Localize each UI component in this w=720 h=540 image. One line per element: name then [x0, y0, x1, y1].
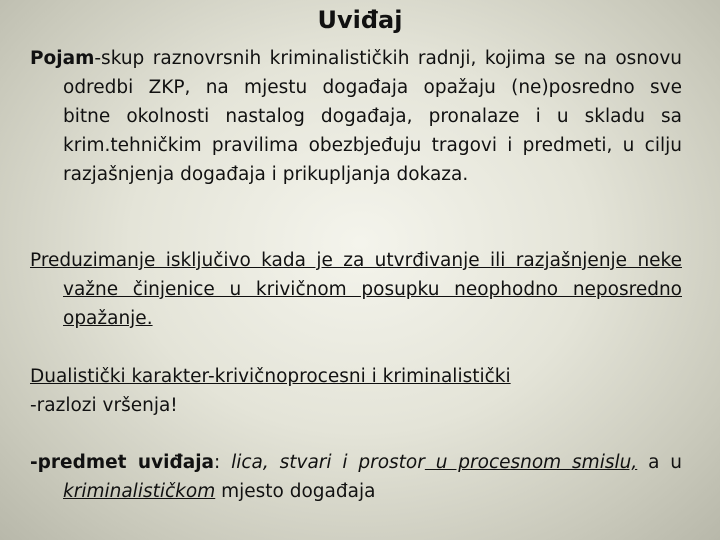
- subject-line-1: [30, 448, 682, 477]
- conditions-line-3: opažanje.: [63, 308, 153, 329]
- definition-paragraph: [30, 44, 682, 189]
- slide-title: Uviđaj: [317, 6, 403, 34]
- definition-line-5: razjašnjenja događaja i prikupljanja dokaza.: [63, 164, 469, 185]
- dualistic-line-2: -razlozi vršenja!: [30, 395, 178, 416]
- conditions-line-2: važne činjenice u krivičnom posupku neophodno neposredno: [63, 279, 682, 300]
- definition-line-2: odredbi ZKP, na mjestu događaja opažaju (ne)posredno sve: [63, 77, 682, 98]
- definition-term: Pojam: [30, 48, 95, 69]
- conditions-paragraph: [30, 246, 682, 333]
- subject-procedural-sense: u procesnom smislu,: [424, 452, 638, 473]
- subject-term: -predmet uviđaja: [30, 452, 215, 473]
- subject-line-2-text: mjesto događaja: [215, 481, 376, 502]
- dualistic-line-1: Dualistički karakter-krivičnoprocesni i kriminalistički: [30, 366, 511, 387]
- subject-line-1-end: a u: [637, 452, 682, 473]
- definition-line-3: bitne okolnosti nastalog događaja, pronalaze i u skladu sa: [63, 106, 682, 127]
- subject-criminalistic: kriminalističkom: [63, 481, 216, 502]
- subject-line-2: [30, 477, 682, 506]
- definition-line-1-text: -skup raznovrsnih kriminalističkih radnji, kojima se na osnovu: [94, 48, 682, 69]
- definition-line-4: krim.tehničkim pravilima obezbjeđuju tragovi i predmeti, u cilju: [63, 135, 682, 156]
- dualistic-paragraph: [30, 362, 682, 420]
- subject-paragraph: [30, 448, 682, 506]
- definition-line-1: [30, 44, 682, 73]
- conditions-line-1: Preduzimanje isključivo kada je za utvrđivanje ili razjašnjenje neke: [30, 250, 682, 271]
- subject-colon: :: [214, 452, 232, 473]
- subject-items: lica, stvari i prostor: [231, 452, 425, 473]
